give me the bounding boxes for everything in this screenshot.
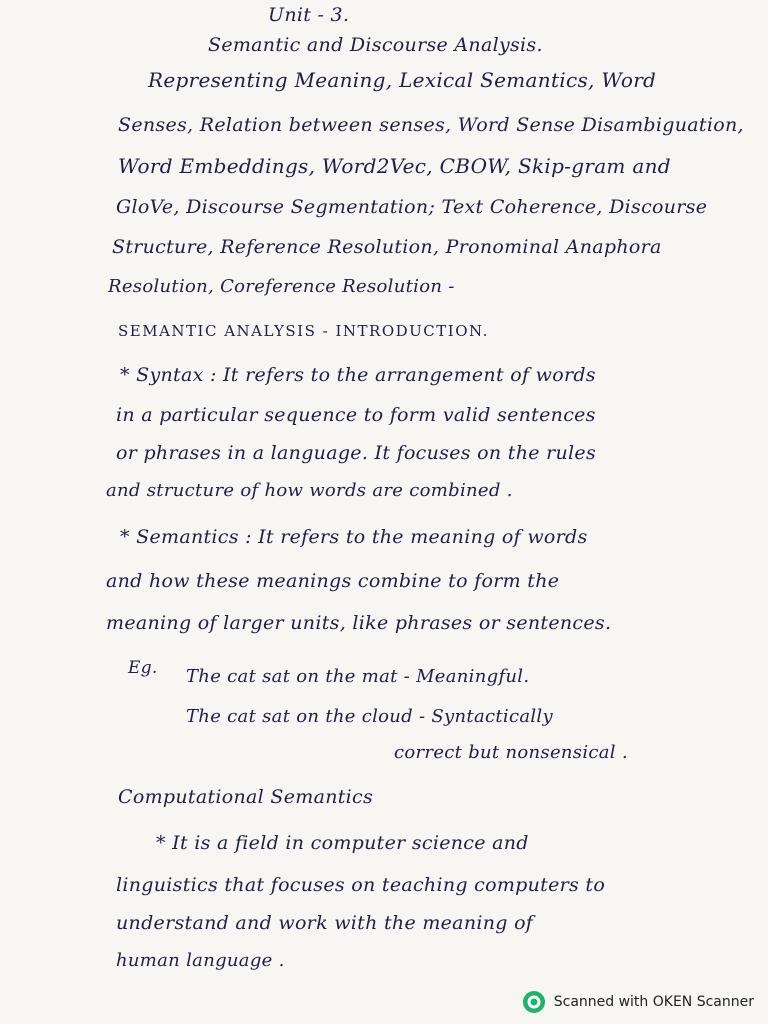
computational-line: human language .	[116, 950, 285, 971]
example-label: Eg.	[128, 658, 158, 678]
topic-line: Structure, Reference Resolution, Pronominal Anaphora	[112, 236, 662, 258]
oken-scanner-logo-icon	[522, 990, 546, 1014]
section-heading-computational-semantics: Computational Semantics	[118, 786, 374, 808]
topic-line: GloVe, Discourse Segmentation; Text Coherence, Discourse	[116, 196, 708, 218]
page-title: Semantic and Discourse Analysis.	[208, 34, 543, 56]
example-nonsensical: The cat sat on the cloud - Syntactically	[186, 706, 553, 727]
syntax-line: or phrases in a language. It focuses on the rules	[116, 442, 597, 464]
topic-line: Senses, Relation between senses, Word Sense Disambiguation,	[118, 114, 744, 136]
syntax-line: * Syntax : It refers to the arrangement of words	[120, 364, 596, 386]
section-heading-semantic-analysis: SEMANTIC ANALYSIS - INTRODUCTION.	[118, 322, 489, 340]
syntax-line: in a particular sequence to form valid sentences	[116, 404, 596, 426]
example-meaningful: The cat sat on the mat - Meaningful.	[186, 666, 530, 687]
topic-line: Word Embeddings, Word2Vec, CBOW, Skip-gram and	[118, 154, 671, 178]
semantics-line: * Semantics : It refers to the meaning of words	[120, 526, 588, 548]
example-nonsensical-continued: correct but nonsensical .	[394, 742, 628, 763]
topic-line: Resolution, Coreference Resolution -	[108, 276, 455, 297]
scanner-watermark	[522, 990, 754, 1014]
semantics-line: and how these meanings combine to form the	[106, 570, 560, 592]
syntax-line: and structure of how words are combined .	[106, 480, 513, 501]
computational-line: linguistics that focuses on teaching computers to	[116, 874, 606, 896]
semantics-line: meaning of larger units, like phrases or sentences.	[106, 612, 612, 634]
scanner-text: Scanned with OKEN Scanner	[553, 994, 754, 1010]
computational-line: understand and work with the meaning of	[116, 912, 534, 934]
topic-line: Representing Meaning, Lexical Semantics, Word	[148, 68, 657, 92]
computational-line: * It is a field in computer science and	[156, 832, 529, 854]
unit-label: Unit - 3.	[268, 4, 350, 26]
